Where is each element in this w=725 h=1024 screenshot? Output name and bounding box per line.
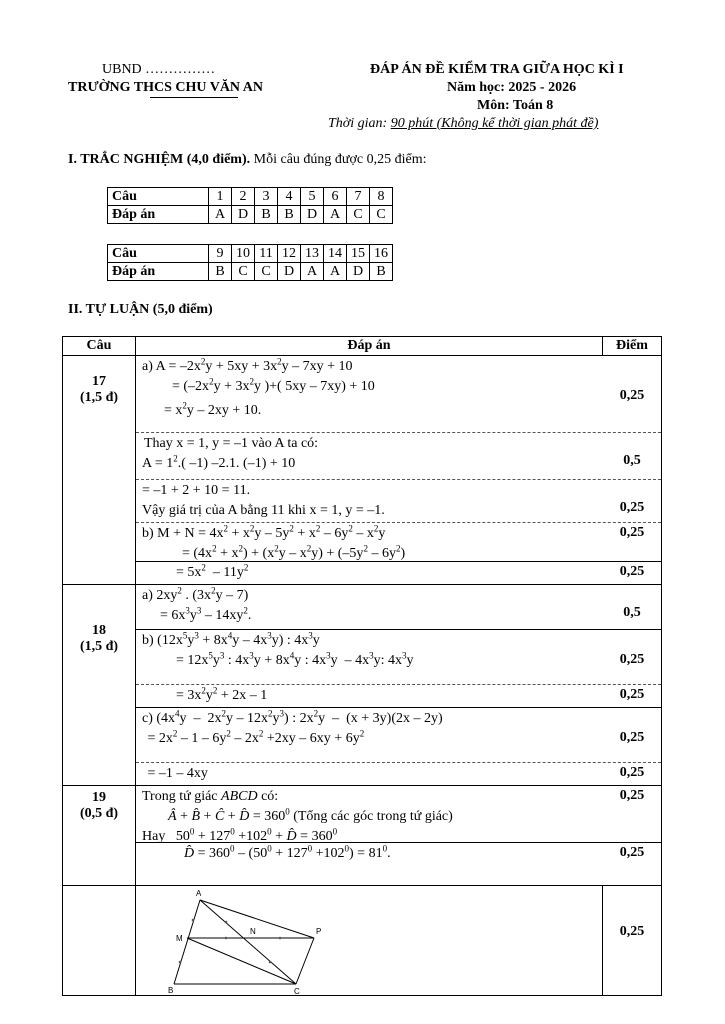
row-label: Đáp án [108, 206, 209, 224]
school-underline [150, 97, 238, 98]
q-number: 14 [324, 245, 347, 263]
question-17-row [63, 356, 662, 585]
question-20-label [63, 886, 136, 996]
school-name: TRƯỜNG THCS CHU VĂN AN [68, 80, 263, 95]
question-points: (1,5 đ) [79, 639, 119, 654]
q-number: 10 [232, 245, 255, 263]
answer-cell: C [370, 206, 393, 224]
answer-text: (Tổng các góc trong tứ giác) [293, 809, 453, 824]
q-number: 5 [301, 188, 324, 206]
answer-cell: D [232, 206, 255, 224]
answer-cell: A [324, 263, 347, 281]
question-points: (1,5 đ) [79, 390, 119, 405]
row-label: Câu [108, 245, 209, 263]
question-18-row [63, 585, 662, 786]
tick-mark [269, 961, 272, 964]
doc-title: ĐÁP ÁN ĐỀ KIỂM TRA GIỮA HỌC KÌ I [370, 62, 624, 77]
score: 0,25 [619, 845, 645, 860]
answer-17a-result [136, 480, 661, 523]
question-19-label [63, 786, 136, 886]
mcq-table-1 [107, 187, 393, 224]
row-label: Đáp án [108, 263, 209, 281]
score: 0,25 [619, 500, 645, 515]
answer-18b: b) $(12x^5y^3 + 8x^4y - 4x^3y)$ : $4x^3y$ = $12x^5y^3$ : $4x^3y + 8x^4y$ : $4x^3y - 4x^3y$: $4x^3y$ 0,25 [136, 630, 661, 685]
score: 0,25 [603, 886, 662, 996]
question-18-answers [136, 585, 662, 786]
q-number: 13 [301, 245, 324, 263]
q-number: 12 [278, 245, 301, 263]
score: 0,25 [619, 765, 645, 780]
mcq-table-1-question-row [108, 188, 393, 206]
exam-time-value: 90 phút (Không kể thời gian phát đề) [390, 116, 599, 131]
q-number: 1 [209, 188, 232, 206]
answer-cell: A [301, 263, 324, 281]
segment-AP [200, 900, 314, 938]
score: 0,25 [619, 564, 645, 579]
point-label-M: M [176, 934, 183, 943]
score: 0,25 [619, 687, 645, 702]
q-number: 8 [370, 188, 393, 206]
score: 0,25 [619, 730, 645, 745]
section2-title: II. TỰ LUẬN (5,0 điểm) [68, 302, 213, 317]
answer-18b-result: = $3x^2y^2 + 2x - 1$ 0,25 [136, 685, 661, 708]
answer-cell: B [209, 263, 232, 281]
answer-17b-result: = $5x^2 - 11y^2$ 0,25 [136, 562, 661, 584]
answer-18a: a) $2xy^2$ . $(3x^2y - 7)$ = $6x^3y^3 - 14xy^2$. 0,5 [136, 585, 661, 630]
segment-PC [296, 938, 314, 984]
answer-cell: C [347, 206, 370, 224]
subject: Môn: Toán 8 [477, 98, 554, 113]
mcq-table-1-answer-row [108, 206, 393, 224]
answer-text: Thay x = 1, y = –1 vào A ta có: [144, 436, 319, 451]
segment-AC [200, 900, 296, 984]
q-number: 16 [370, 245, 393, 263]
question-number: 17 [92, 374, 106, 389]
essay-answer-table [62, 336, 662, 996]
section1-note: Mỗi câu đúng được 0,25 điểm: [250, 152, 427, 167]
question-17-answers [136, 356, 662, 585]
question-19-answers [136, 786, 662, 886]
point-label-A: A [196, 889, 202, 898]
score: 0,5 [623, 605, 641, 620]
question-19-row [63, 786, 662, 886]
answer-cell: A [209, 206, 232, 224]
tick-mark [179, 961, 182, 964]
row-label: Câu [108, 188, 209, 206]
answer-cell: D [347, 263, 370, 281]
col-answer-header: Đáp án [136, 337, 603, 356]
answer-cell: C [255, 263, 278, 281]
section1-title: I. TRẮC NGHIỆM (4,0 điểm). [68, 152, 251, 167]
mcq-table-2 [107, 244, 393, 281]
q-number: 4 [278, 188, 301, 206]
score: 0,25 [619, 788, 645, 803]
question-20-row [63, 886, 662, 996]
school-year: Năm học: 2025 - 2026 [447, 80, 577, 95]
mcq-table-2-answer-row [108, 263, 393, 281]
col-score-header: Điểm [603, 337, 662, 356]
q-number: 6 [324, 188, 347, 206]
answer-cell: D [278, 263, 301, 281]
mcq-table-2-question-row [108, 245, 393, 263]
section1-heading [68, 152, 427, 168]
answer-cell: C [232, 263, 255, 281]
answer-text: Vậy giá trị của A bằng 11 khi x = 1, y = –1. [142, 503, 385, 518]
exam-time [328, 116, 598, 132]
answer-17a: a) $A = -2x^2y + 5xy + 3x^2y - 7xy + 10$ = ($-2x^2y + 3x^2y$ )+( 5xy – 7xy) + 10 = $x^2y - 2xy + 10$. 0,25 [136, 356, 661, 433]
question-17-label [63, 356, 136, 585]
answer-cell: B [370, 263, 393, 281]
point-label-P: P [316, 927, 322, 936]
answer-text: Trong tứ giác [142, 789, 222, 804]
answer-19a: Trong tứ giác ABCD có: Â + B̂ + Ĉ + D̂ = $360^0$ (Tổng các góc trong tứ giác) Hay $50^0 + 127^0 +102^0$ + D̂ = $360^0$ 0,25 [136, 786, 661, 843]
point-label-C: C [294, 987, 300, 996]
q-number: 15 [347, 245, 370, 263]
score: 0,25 [619, 388, 645, 403]
q-number: 7 [347, 188, 370, 206]
point-label-N: N [250, 927, 256, 936]
q-number: 11 [255, 245, 278, 263]
q-number: 2 [232, 188, 255, 206]
question-20-figure-cell [136, 886, 603, 996]
answer-cell: B [255, 206, 278, 224]
table-header-row [63, 337, 662, 356]
segment-MC [187, 938, 296, 984]
q-number: 3 [255, 188, 278, 206]
tick-mark [225, 921, 228, 924]
q-number: 9 [209, 245, 232, 263]
question-number: 19 [92, 790, 106, 805]
answer-17b: b) $M + N = 4x^2 + x^2y - 5y^2 + x^2 - 6y^2 - x^2y$ = $(4x^2 + x^2) + (x^2y - x^2y) + (-5y^2 - 6y^2)$ 0,25 [136, 523, 661, 562]
col-question-header: Câu [63, 337, 136, 356]
score: 0,5 [623, 453, 641, 468]
score: 0,25 [619, 525, 645, 540]
answer-cell: A [324, 206, 347, 224]
answer-18c: c) $(4x^4y - 2x^2y - 12x^2y^3)$ : $2x^2y - (x + 3y)(2x - 2y)$ = $2x^2 - 1 - 6y^2 - 2x^2 +2xy - 6xy + 6y^2$ 0,25 [136, 708, 661, 763]
answer-text: có: [257, 789, 279, 804]
question-points: (0,5 đ) [79, 806, 119, 821]
question-18-label [63, 585, 136, 786]
geometry-figure [166, 888, 336, 996]
tick-mark [225, 937, 228, 940]
score: 0,25 [619, 652, 645, 667]
tick-mark [279, 937, 282, 940]
answer-text: Hay [142, 829, 166, 844]
header-left-line1: UBND …………… [102, 62, 216, 77]
answer-18c-result: = –1 – 4xy 0,25 [136, 763, 661, 785]
exam-time-label: Thời gian: [328, 116, 391, 131]
question-number: 18 [92, 623, 106, 638]
answer-cell: D [301, 206, 324, 224]
quadrilateral-name: ABCD [221, 789, 258, 804]
answer-17a-substitution: Thay x = 1, y = –1 vào A ta có: $A = 1^2$.( –1) –2.1. (–1) + 10 0,5 [136, 433, 661, 480]
tick-mark [192, 919, 195, 922]
point-label-B: B [168, 986, 174, 995]
answer-19b: D̂ = $360^0 - (50^0 + 127^0 +102^0) = 81^0$. 0,25 [136, 843, 661, 885]
answer-cell: B [278, 206, 301, 224]
answer-text: = –1 + 2 + 10 = 11. [142, 483, 251, 498]
